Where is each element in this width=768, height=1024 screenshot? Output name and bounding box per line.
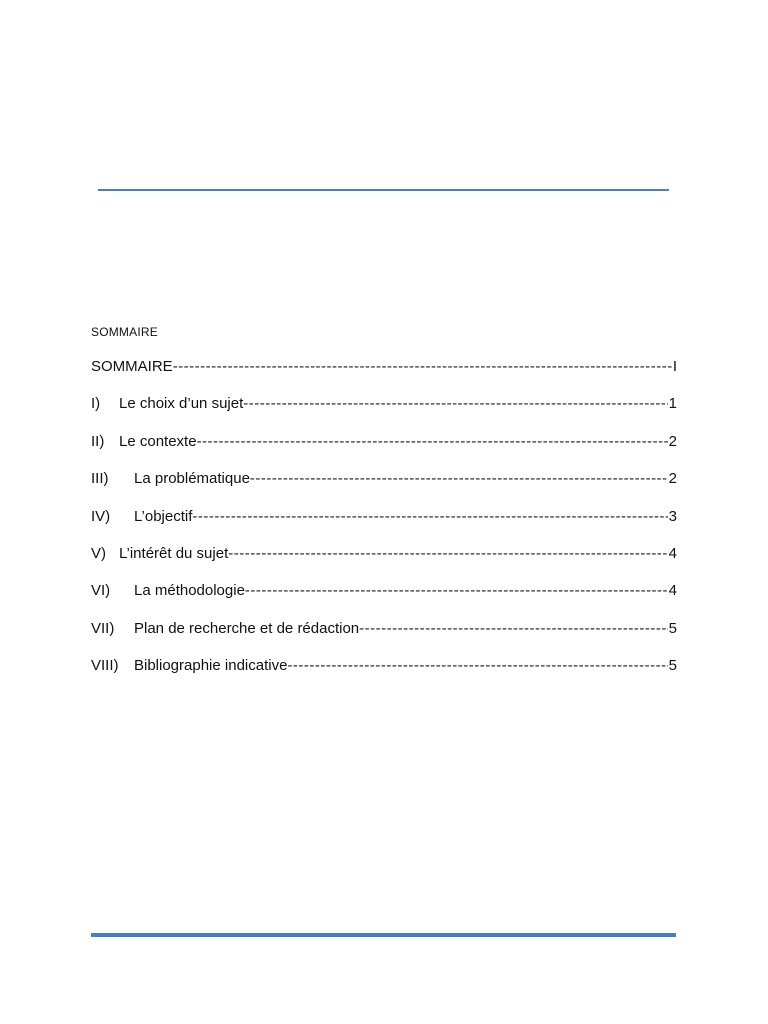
toc-entry-2	[91, 431, 677, 468]
toc-leader	[250, 468, 668, 490]
toc-page: 4	[668, 544, 677, 562]
toc-number: III)	[91, 470, 109, 488]
toc-entry-8	[91, 655, 677, 692]
toc-leader	[228, 543, 667, 565]
toc-entry-7	[91, 618, 677, 655]
toc-number: II)	[91, 432, 105, 450]
toc-leader	[287, 655, 667, 677]
toc-number: VIII)	[91, 657, 119, 675]
toc-entry-1	[91, 393, 677, 430]
toc-leader	[243, 393, 667, 415]
toc-page: I	[672, 358, 677, 375]
table-of-contents	[91, 356, 677, 693]
toc-entry-5	[91, 543, 677, 580]
toc-entry-sommaire	[91, 356, 677, 393]
toc-title: L’objectif	[134, 507, 193, 525]
toc-page: 1	[668, 395, 677, 413]
toc-leader	[173, 356, 672, 378]
toc-title: L’intérêt du sujet	[119, 544, 229, 562]
toc-number: I)	[91, 395, 101, 413]
toc-entry-6	[91, 580, 677, 617]
toc-page: 5	[668, 657, 677, 675]
toc-title: SOMMAIRE	[91, 358, 173, 375]
toc-leader	[359, 618, 668, 640]
toc-number: V)	[91, 544, 106, 562]
toc-leader	[197, 431, 668, 453]
toc-page: 4	[668, 582, 677, 600]
toc-title: Le choix d’un sujet	[119, 395, 244, 413]
toc-leader	[192, 506, 667, 528]
toc-title: Bibliographie indicative	[134, 657, 288, 675]
toc-number: VII)	[91, 619, 115, 637]
top-rule	[98, 189, 669, 191]
small-heading: SOMMAIRE	[91, 325, 158, 339]
toc-page: 2	[668, 432, 677, 450]
toc-title: Plan de recherche et de rédaction	[134, 619, 360, 637]
toc-number: VI)	[91, 582, 111, 600]
toc-page: 3	[668, 507, 677, 525]
toc-page: 2	[668, 470, 677, 488]
toc-title: La méthodologie	[134, 582, 245, 600]
toc-title: La problématique	[134, 470, 250, 488]
toc-leader	[245, 580, 668, 602]
toc-page: 5	[668, 619, 677, 637]
toc-title: Le contexte	[119, 432, 197, 450]
toc-entry-4	[91, 506, 677, 543]
toc-number: IV)	[91, 507, 111, 525]
bottom-rule	[91, 933, 676, 937]
toc-entry-3	[91, 468, 677, 505]
